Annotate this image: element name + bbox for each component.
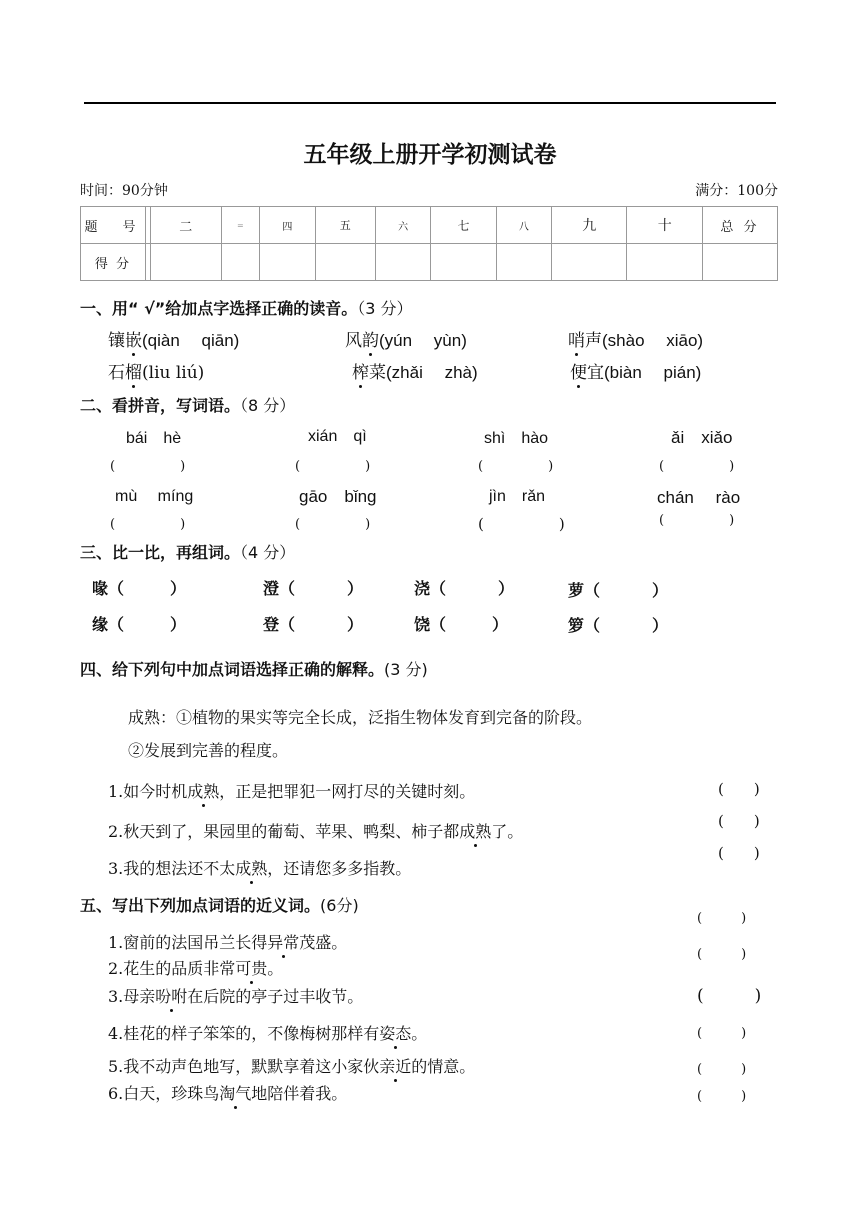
sentence-text: ，还请您多多指教。 (267, 859, 412, 878)
compare-item (263, 576, 363, 599)
sentence-item (108, 930, 347, 953)
answer-blank[interactable]: ( ) (697, 1089, 747, 1104)
sentence-item (108, 1081, 347, 1104)
dotted-word: 吩咐 (155, 984, 187, 1007)
dotted-word: 姿态 (379, 1021, 411, 1044)
full-score-label: 满分：100分 (695, 183, 778, 199)
word-text: 风 (345, 331, 362, 351)
dotted-word: 成熟 (459, 819, 491, 842)
compare-item (414, 612, 508, 635)
sentence-item (108, 956, 283, 979)
score-input-cell[interactable] (151, 244, 221, 281)
paren-open: （ (430, 579, 447, 598)
score-input-cell[interactable] (315, 244, 375, 281)
answer-blank[interactable]: ( ) (659, 513, 735, 528)
score-input-cell[interactable] (496, 244, 551, 281)
compare-char: 喙 (92, 579, 109, 598)
answer-blank[interactable]: ( ) (697, 947, 747, 962)
sentence-item (108, 856, 411, 879)
definition-line: 成熟：①植物的果实等完全长成，泛指生物体发育到完备的阶段。 (128, 708, 593, 727)
sentence-text: 4.桂花的样子笨笨的，不像梅树那样有 (108, 1024, 380, 1043)
score-input-cell[interactable] (552, 244, 627, 281)
answer-blank[interactable]: ( ) (718, 812, 760, 830)
compare-char: 浇 (414, 579, 431, 598)
score-table-header-row (81, 207, 778, 244)
paren-open: （ (108, 615, 125, 634)
answer-blank[interactable]: ( ) (478, 459, 554, 474)
pinyin-prompt: chán rào (657, 488, 741, 507)
sentence-item (108, 984, 363, 1007)
section-heading-text: 五、写出下列加点词语的近义词。 (80, 896, 321, 915)
answer-blank[interactable]: ( ) (110, 459, 186, 474)
pinyin-prompt: xián qì (308, 428, 367, 445)
dotted-word: 成熟 (187, 779, 219, 802)
sentence-item (108, 779, 475, 802)
section-points: （3 分） (357, 299, 413, 318)
dotted-word: 亲近 (379, 1054, 411, 1077)
compare-char: 澄 (263, 579, 280, 598)
pinyin-prompt: gāo bǐng (299, 487, 377, 506)
pronunciation-item (568, 326, 703, 351)
section-heading (80, 540, 295, 563)
dotted-char: 榴 (125, 358, 142, 383)
word-text: 镶 (108, 331, 125, 351)
paren-close: ） (652, 581, 669, 600)
compare-item (568, 613, 668, 636)
pinyin-choice[interactable]: (zhǎi zhà) (386, 363, 478, 382)
table-cell: 八 (496, 207, 551, 244)
table-cell: 九 (552, 207, 627, 244)
compare-item (92, 612, 186, 635)
compare-char: 饶 (414, 615, 431, 634)
score-input-cell[interactable] (221, 244, 260, 281)
paren-close: ） (492, 615, 509, 634)
table-cell: 七 (431, 207, 496, 244)
section-heading (80, 393, 295, 416)
sentence-text: 在后院的亭子过丰收节。 (187, 987, 364, 1006)
paren-close: ） (170, 615, 187, 634)
definition-line: ②发展到完善的程度。 (128, 741, 289, 760)
dotted-char: 哨 (568, 326, 585, 351)
sentence-item (108, 1054, 475, 1077)
pronunciation-item (352, 358, 478, 383)
paren-open: （ (584, 616, 601, 635)
sentence-text: 了。 (491, 822, 524, 841)
answer-blank[interactable]: ( ) (697, 911, 747, 926)
word-text: 菜 (369, 363, 386, 383)
sentence-text: 茂盛。 (299, 933, 348, 952)
sentence-text: 1.窗前的法国吊兰长得 (108, 933, 268, 952)
section-heading (80, 893, 359, 916)
section-heading (80, 657, 428, 680)
compare-item (263, 612, 363, 635)
compare-char: 箩 (568, 616, 585, 635)
section-heading-text: 一、用“ √”给加点字选择正确的读音。 (80, 299, 358, 318)
pinyin-choice[interactable]: (shào xiāo) (602, 331, 704, 350)
table-cell: 十 (627, 207, 703, 244)
section-points: (3 分) (384, 660, 428, 679)
answer-blank[interactable]: ( ) (295, 459, 371, 474)
paren-open: （ (430, 615, 447, 634)
score-input-cell[interactable] (375, 244, 430, 281)
score-table-score-row (81, 244, 778, 281)
pinyin-choice[interactable]: (liu liú) (142, 363, 205, 383)
paren-close: ） (170, 579, 187, 598)
paren-open: （ (279, 615, 296, 634)
section-points: （4 分） (240, 543, 296, 562)
sentence-item (108, 1021, 427, 1044)
pinyin-prompt: bái hè (126, 430, 182, 447)
table-cell: 总 分 (703, 207, 778, 244)
score-table (80, 206, 778, 281)
page-title: 五年级上册开学初测试卷 (303, 141, 557, 168)
paren-open: （ (108, 579, 125, 598)
word-text: 声 (585, 331, 602, 351)
score-input-cell[interactable] (627, 244, 703, 281)
answer-blank[interactable]: ( ) (697, 986, 762, 1006)
compare-char: 萝 (568, 581, 585, 600)
section-points: （8 分） (240, 396, 296, 415)
table-cell: 六 (375, 207, 430, 244)
paren-close: ） (652, 616, 669, 635)
table-cell: = (221, 207, 260, 244)
dotted-word: 淘气 (219, 1081, 251, 1104)
section-points: (6分) (320, 896, 359, 915)
sentence-text: ，正是把罪犯一网打尽的关键时刻。 (219, 782, 476, 801)
dotted-word: 可贵 (235, 956, 267, 979)
pinyin-prompt: shì hào (484, 430, 549, 447)
answer-blank[interactable]: ( ) (718, 844, 760, 862)
sentence-text: 。 (267, 959, 284, 978)
answer-blank[interactable]: ( ) (697, 1062, 747, 1077)
section-heading-text: 四、给下列句中加点词语选择正确的解释。 (80, 660, 385, 679)
time-label: 时间：90分钟 (80, 183, 168, 199)
paren-open: （ (279, 579, 296, 598)
compare-item (414, 576, 514, 599)
sentence-text: 3.母亲 (108, 987, 156, 1006)
dotted-word: 异常 (267, 930, 299, 953)
sentence-item (108, 819, 523, 842)
dotted-char: 便 (570, 358, 587, 383)
sentence-text: 3.我的想法还不太 (108, 859, 236, 878)
dotted-char: 榨 (352, 358, 369, 383)
paren-close: ） (347, 579, 364, 598)
pinyin-prompt: mù míng (115, 488, 194, 505)
answer-blank[interactable]: ( ) (478, 515, 565, 533)
pinyin-choice[interactable]: (qiàn qiān) (142, 331, 240, 350)
sentence-text: 2.花生的品质非常 (108, 959, 236, 978)
pronunciation-item (345, 326, 467, 351)
section-heading (80, 296, 413, 319)
compare-char: 缘 (92, 615, 109, 634)
sentence-text: 2.秋天到了，果园里的葡萄、苹果、鸭梨、柿子都 (108, 822, 460, 841)
sentence-text: 5.我不动声色地写，默默享着这小家伙 (108, 1057, 380, 1076)
dotted-word: 成熟 (235, 856, 267, 879)
answer-blank[interactable]: ( ) (659, 459, 735, 474)
answer-blank[interactable]: ( ) (718, 780, 760, 798)
sentence-text: 的情意。 (411, 1057, 476, 1076)
pronunciation-item (108, 358, 204, 383)
section-heading-text: 二、看拼音，写词语。 (80, 396, 241, 415)
pinyin-choice[interactable]: (biàn pián) (604, 363, 702, 382)
section-heading-text: 三、比一比，再组词。 (80, 543, 241, 562)
pinyin-prompt: jìn rǎn (489, 488, 546, 505)
top-rule (84, 102, 776, 104)
score-input-cell[interactable] (260, 244, 315, 281)
answer-blank[interactable]: ( ) (295, 517, 371, 532)
score-input-cell[interactable] (431, 244, 496, 281)
pronunciation-item (570, 358, 701, 383)
table-cell: 得 分 (81, 244, 146, 281)
compare-char: 登 (263, 615, 280, 634)
pinyin-prompt: ǎi xiǎo (671, 428, 733, 447)
score-input-cell[interactable] (703, 244, 778, 281)
answer-blank[interactable]: ( ) (697, 1026, 747, 1041)
sentence-text: 地陪伴着我。 (251, 1084, 348, 1103)
table-cell: 五 (315, 207, 375, 244)
sentence-text: 6.白天，珍珠鸟 (108, 1084, 220, 1103)
paren-close: ） (498, 579, 515, 598)
pinyin-choice[interactable]: (yún yùn) (379, 331, 467, 350)
paren-open: （ (584, 581, 601, 600)
sentence-text: 1.如今时机 (108, 782, 188, 801)
dotted-char: 嵌 (125, 326, 142, 351)
sentence-text: 。 (411, 1024, 428, 1043)
word-text: 宜 (587, 363, 604, 383)
table-cell: 二 (151, 207, 221, 244)
paren-close: ） (347, 615, 364, 634)
answer-blank[interactable]: ( ) (110, 517, 186, 532)
compare-item (92, 576, 186, 599)
compare-item (568, 578, 668, 601)
word-text: 石 (108, 363, 125, 383)
pronunciation-item (108, 326, 239, 351)
table-cell: 题 号 (81, 207, 146, 244)
dotted-char: 韵 (362, 326, 379, 351)
table-cell: 四 (260, 207, 315, 244)
